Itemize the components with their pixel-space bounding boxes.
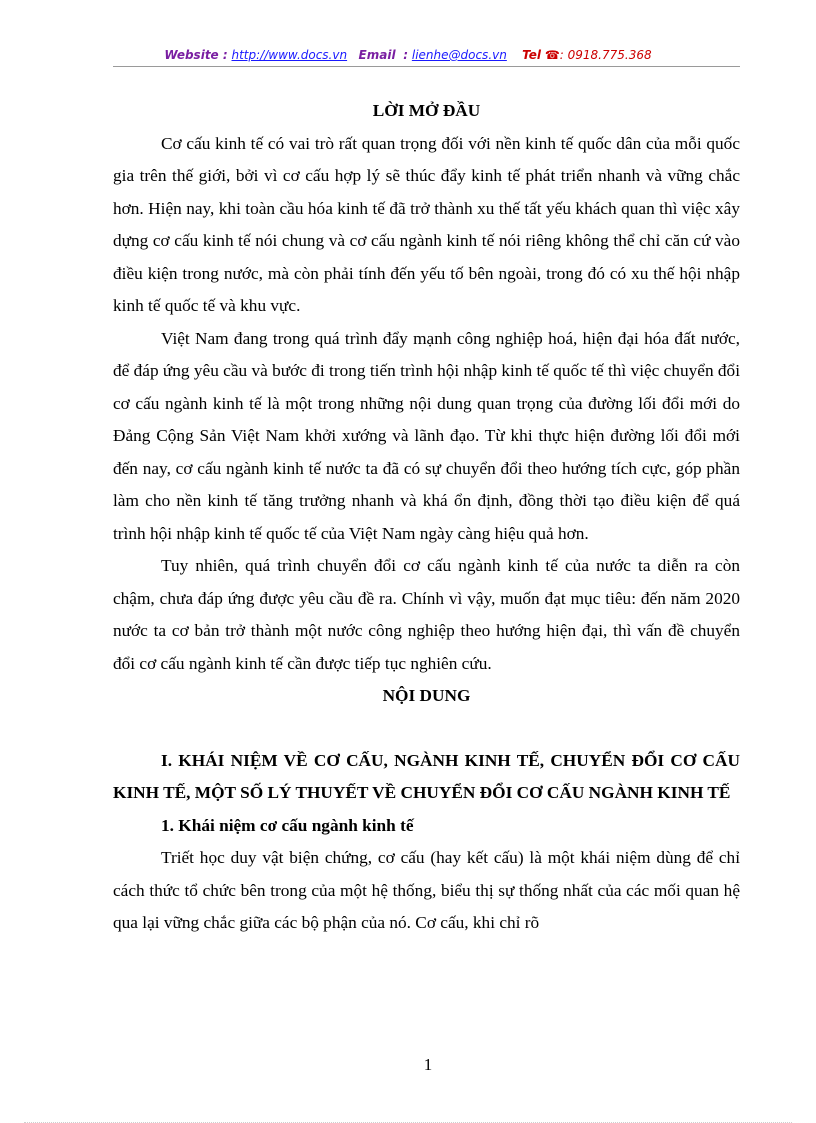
page-number: 1: [423, 1055, 433, 1074]
intro-paragraph-3: Tuy nhiên, quá trình chuyển đổi cơ cấu ngành kinh tế của nước ta diễn ra còn chậm, chưa đáp ứng được yêu cầu đề ra. Chính vì vậy, muốn đạt mục tiêu: đến năm 2020 nước ta cơ bản trở thành một nước công nghiệp theo hướng hiện đại, thì vấn đề chuyển đổi cơ cấu ngành kinh tế cần được tiếp tục nghiên cứu.: [113, 556, 740, 673]
email-label: Email: [358, 48, 396, 62]
body-paragraph: Triết học duy vật biện chứng, cơ cấu (hay kết cấu) là một khái niệm dùng để chỉ cách thức tổ chức bên trong của một hệ thống, biểu thị sự thống nhất của các mối quan hệ qua lại vững chắc giữa các bộ phận của nó. Cơ cấu, khi chỉ rõ: [113, 848, 740, 932]
section-spacer: [113, 713, 740, 745]
website-label: Website :: [164, 48, 228, 62]
tel-number: : 0918.775.368: [559, 48, 652, 62]
intro-paragraph-1: Cơ cấu kinh tế có vai trò rất quan trọng đối với nền kinh tế quốc dân của mỗi quốc gia trên thế giới, bởi vì cơ cấu hợp lý sẽ thúc đẩy kinh tế phát triển nhanh và vững chắc hơn. Hiện nay, khi toàn cầu hóa kinh tế đã trở thành xu thế tất yếu khách quan thì việc xây dựng cơ cấu kinh tế nói chung và cơ cấu ngành kinh tế nói riêng không thể chỉ căn cứ vào điều kiện trong nước, mà còn phải tính đến yếu tố bên ngoài, trong đó có xu thế hội nhập kinh tế quốc tế và khu vực.: [113, 133, 740, 315]
intro-title: LỜI MỞ ĐẦU: [372, 101, 481, 120]
phone-icon: ☎: [544, 48, 560, 62]
intro-paragraph-2: Việt Nam đang trong quá trình đẩy mạnh công nghiệp hoá, hiện đại hóa đất nước, để đáp ứng yêu cầu và bước đi trong tiến trình hội nhập kinh tế quốc tế thì việc chuyển đổi cơ cấu ngành kinh tế là một trong những nội dung quan trọng của đường lối đổi mới do Đảng Cộng Sản Việt Nam khởi xướng và lãnh đạo. Từ khi thực hiện đường lối đổi mới đến nay, cơ cấu ngành kinh tế nước ta đã có sự chuyển đổi theo hướng tích cực, góp phần làm cho nền kinh tế tăng trưởng nhanh và khá ổn định, đồng thời tạo điều kiện để quá trình hội nhập kinh tế quốc tế của Việt Nam ngày càng hiệu quả hơn.: [113, 328, 740, 543]
email-separator: :: [403, 48, 409, 62]
header-divider: [113, 66, 740, 67]
document-body: [113, 95, 740, 940]
subsection-1-heading: 1. Khái niệm cơ cấu ngành kinh tế: [161, 815, 414, 835]
email-link[interactable]: lienhe@docs.vn: [411, 48, 507, 62]
page-header: [0, 47, 816, 63]
website-link[interactable]: http://www.docs.vn: [231, 48, 348, 62]
section-1-heading: I. KHÁI NIỆM VỀ CƠ CẤU, NGÀNH KINH TẾ, CHUYỂN ĐỔI CƠ CẤU KINH TẾ, MỘT SỐ LÝ THUYẾT VỀ CHUYỂN ĐỔI CƠ CẤU NGÀNH KINH TẾ: [113, 750, 740, 802]
content-heading: NỘI DUNG: [382, 686, 471, 705]
tel-label: Tel: [522, 48, 541, 62]
